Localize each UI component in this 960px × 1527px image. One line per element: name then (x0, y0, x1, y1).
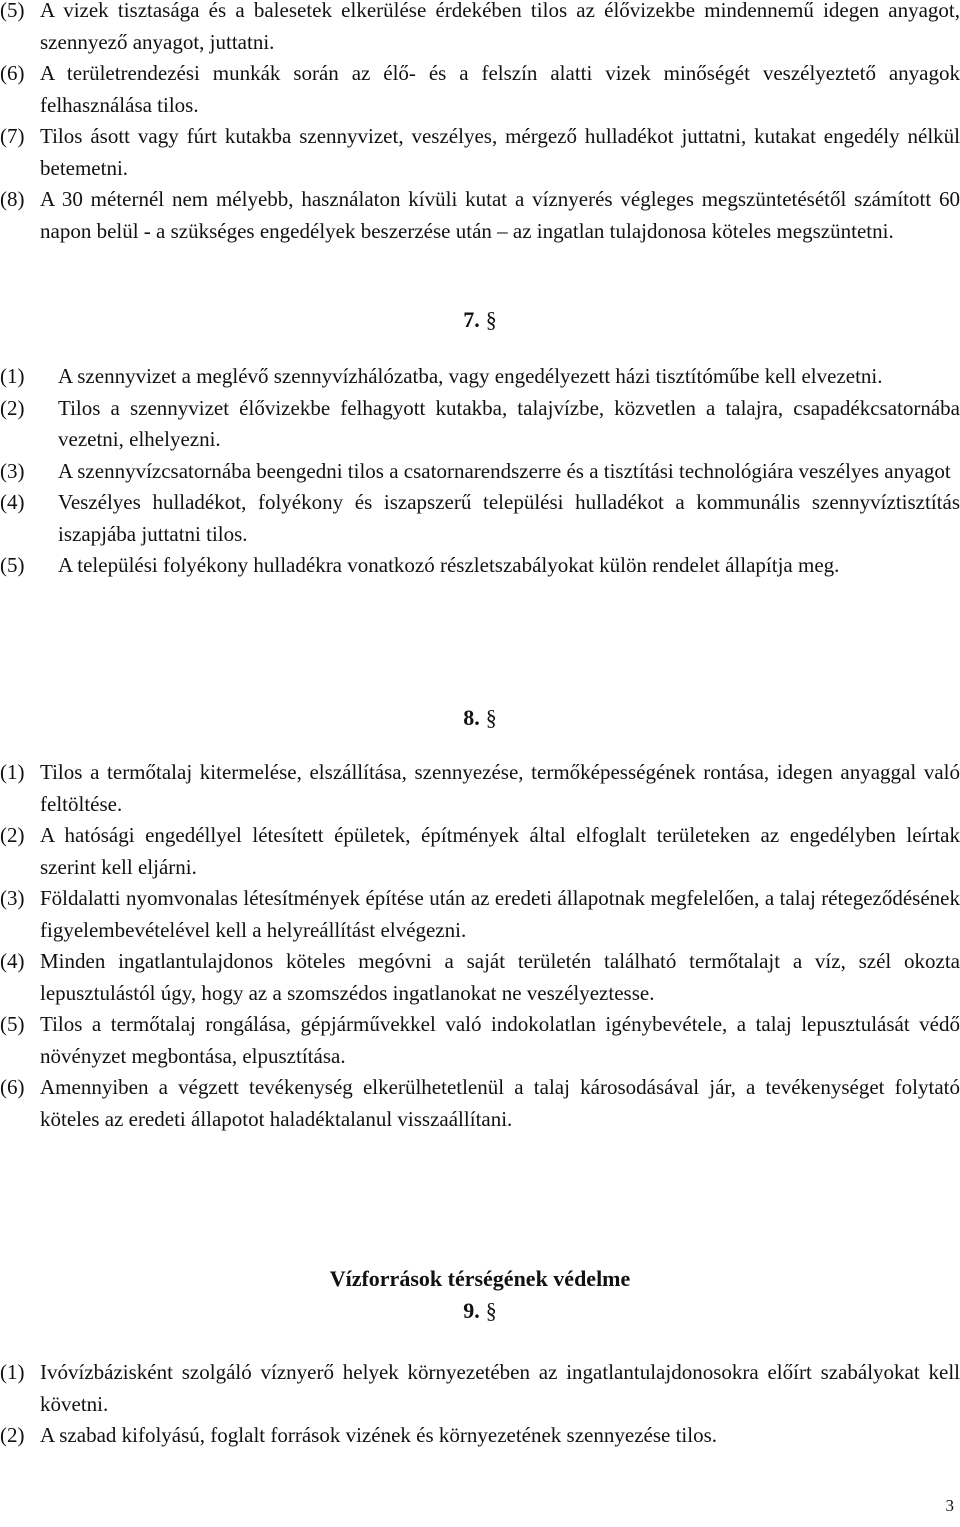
paragraph (0, 456, 960, 488)
paragraph (0, 1009, 960, 1072)
section-sign: § (485, 1298, 497, 1323)
paragraph-text: Minden ingatlantulajdonos köteles megóvni a saját területén található termőtalajt a víz, szél okozta lepusztulástól úgy, hogy az a szomszédos ingatlanokat ne veszélyeztesse. (40, 949, 960, 1005)
paragraph-number: (8) (0, 187, 25, 211)
section-number: 8. (463, 705, 480, 730)
section-9-title: Vízforrások térségének védelme (329, 1266, 631, 1291)
paragraph (0, 1420, 960, 1452)
paragraph-number: (2) (0, 395, 25, 420)
paragraph-text: A szennyvízcsatornába beengedni tilos a csatornarendszerre és a tisztítási technológiára veszélyes anyagot (58, 458, 951, 483)
paragraph-number: (5) (0, 553, 25, 577)
paragraph-number: (1) (0, 1360, 25, 1384)
paragraph (0, 550, 960, 582)
paragraph (0, 184, 960, 247)
paragraph-number: (7) (0, 124, 25, 148)
paragraph-number: (1) (0, 364, 25, 388)
paragraph-number: (6) (0, 61, 25, 85)
paragraph (0, 820, 960, 883)
paragraph-number: (4) (0, 490, 25, 514)
paragraph-number: (2) (0, 823, 25, 847)
paragraph (0, 757, 960, 820)
paragraph-text: A területrendezési munkák során az élő- és a felszín alatti vizek minőségét veszélyeztető anyagok felhasználása tilos. (40, 61, 960, 117)
section-7-body (0, 361, 960, 582)
paragraph-number: (3) (0, 458, 25, 483)
section-sign: § (485, 307, 497, 332)
section-8-heading (0, 703, 960, 733)
paragraph-number: (2) (0, 1423, 25, 1447)
section-7-heading (0, 305, 960, 335)
paragraph-text: Tilos ásott vagy fúrt kutakba szennyvizet, veszélyes, mérgező hulladékot juttatni, kutakat engedély nélkül betemetni. (40, 124, 960, 180)
paragraph (0, 1357, 960, 1420)
paragraph-text: A szabad kifolyású, foglalt források vizének és környezetének szennyezése tilos. (40, 1423, 718, 1447)
paragraph (0, 361, 960, 393)
paragraph (0, 0, 960, 58)
paragraph (0, 1072, 960, 1135)
paragraph (0, 946, 960, 1009)
paragraph (0, 883, 960, 946)
paragraph-text: A 30 méternél nem mélyebb, használaton kívüli kutat a víznyerés végleges megszüntetésétől számított 60 napon belül - a szükséges engedélyek beszerzése után – az ingatlan tulajdonosa köteles megszüntetni. (40, 187, 960, 243)
paragraph-number: (5) (0, 1012, 25, 1036)
section-9-heading (0, 1296, 960, 1326)
paragraph-text: Tilos a termőtalaj rongálása, gépjárművekkel való indokolatlan igénybevétele, a talaj lepusztulását védő növényzet megbontása, elpusztítása. (40, 1012, 960, 1068)
paragraph (0, 487, 960, 550)
paragraph-text: A hatósági engedéllyel létesített épületek, építmények által elfoglalt területeken az engedélyben leírtak szerint kell eljárni. (40, 823, 960, 879)
section-number: 9. (463, 1298, 480, 1323)
paragraph-text: A szennyvizet a meglévő szennyvízhálózatba, vagy engedélyezett házi tisztítóműbe kell elvezetni. (58, 364, 883, 388)
paragraph-text: Tilos a termőtalaj kitermelése, elszállítása, szennyezése, termőképességének rontása, idegen anyaggal való feltöltése. (40, 760, 960, 816)
section-8-body (0, 757, 960, 1135)
section-number: 7. (463, 307, 480, 332)
paragraph-number: (3) (0, 886, 25, 910)
paragraph (0, 393, 960, 456)
paragraph-text: A települési folyékony hulladékra vonatkozó részletszabályokat külön rendelet állapítja meg. (58, 553, 840, 577)
paragraph-text: A vizek tisztasága és a balesetek elkerülése érdekében tilos az élővizekbe mindennemű idegen anyagot, szennyező anyagot, juttatni. (40, 0, 960, 54)
paragraph (0, 121, 960, 184)
paragraph-text: Földalatti nyomvonalas létesítmények építése után az eredeti állapotnak megfelelően, a talaj rétegeződésének figyelembevételével kell a helyreállítást elvégezni. (40, 886, 960, 942)
paragraph (0, 58, 960, 121)
paragraph-number: (4) (0, 949, 25, 973)
paragraph-text: Veszélyes hulladékot, folyékony és iszapszerű települési hulladékot a kommunális szennyvíztisztítás iszapjába juttatni tilos. (58, 490, 960, 546)
page-number: 3 (945, 1496, 954, 1515)
paragraph-text: Ivóvízbázisként szolgáló víznyerő helyek környezetében az ingatlantulajdonosokra előírt szabályokat kell követni. (40, 1360, 960, 1416)
section-9-body (0, 1357, 960, 1452)
paragraph-number: (1) (0, 760, 25, 784)
paragraph-number: (5) (0, 0, 25, 22)
paragraph-text: Amennyiben a végzett tevékenység elkerülhetetlenül a talaj károsodásával jár, a tevékenységet folytató köteles az eredeti állapotot haladéktalanul visszaállítani. (40, 1075, 960, 1131)
section-sign: § (485, 705, 497, 730)
paragraph-text: Tilos a szennyvizet élővizekbe felhagyott kutakba, talajvízbe, közvetlen a talajra, csapadékcsatornába vezetni, elhelyezni. (58, 395, 960, 451)
section-6-continuation (0, 0, 960, 247)
paragraph-number: (6) (0, 1075, 25, 1099)
